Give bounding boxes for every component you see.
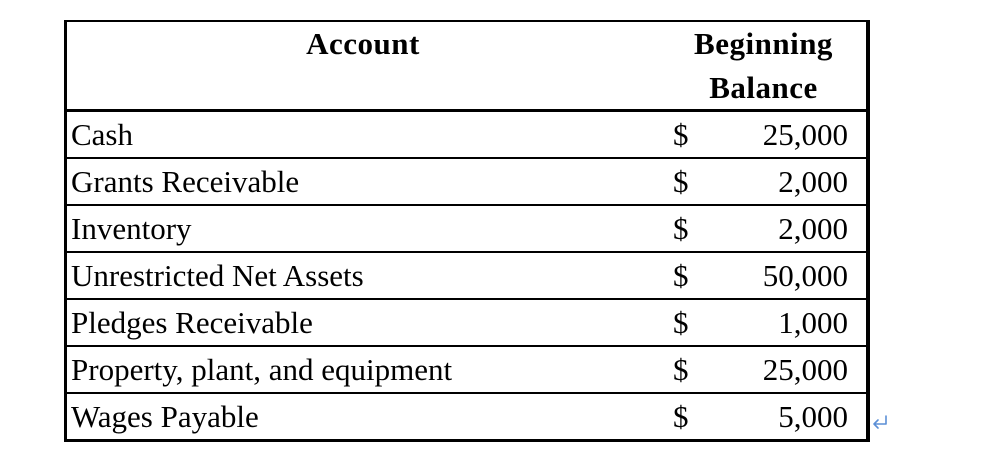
account-name: Inventory (71, 211, 192, 246)
currency-symbol: $ (673, 117, 689, 152)
balance-amount: 25,000 (762, 352, 848, 387)
balance-cell (661, 394, 869, 441)
account-name: Unrestricted Net Assets (71, 258, 364, 293)
currency-symbol: $ (673, 211, 689, 246)
currency-symbol: $ (673, 352, 689, 387)
balance-amount: 2,000 (778, 164, 848, 199)
balance-cell (661, 159, 869, 204)
balance-amount: 5,000 (778, 399, 848, 434)
paragraph-return-icon (870, 413, 890, 433)
table-row (67, 300, 868, 347)
table-header-row (67, 22, 868, 112)
header-balance-line1: Beginning (694, 26, 833, 61)
header-beginning-balance (661, 22, 869, 109)
table-row (67, 253, 868, 300)
balance-cell (661, 300, 869, 345)
currency-symbol: $ (673, 258, 689, 293)
balance-cell (661, 347, 869, 392)
balance-amount: 1,000 (778, 305, 848, 340)
table-row (67, 347, 868, 394)
balance-amount: 25,000 (762, 117, 848, 152)
currency-symbol: $ (673, 399, 689, 434)
account-table (64, 20, 870, 442)
table-row (67, 159, 868, 206)
balance-cell (661, 253, 869, 298)
header-balance-line2: Balance (709, 70, 818, 105)
account-name: Property, plant, and equipment (71, 352, 453, 387)
table-row (67, 394, 868, 441)
currency-symbol: $ (673, 164, 689, 199)
balance-cell (661, 112, 869, 157)
account-name: Grants Receivable (71, 164, 300, 199)
account-name: Cash (71, 117, 133, 152)
balance-amount: 2,000 (778, 211, 848, 246)
balance-amount: 50,000 (762, 258, 848, 293)
table-row (67, 112, 868, 159)
account-name: Wages Payable (71, 399, 259, 434)
header-account: Account (306, 26, 420, 61)
currency-symbol: $ (673, 305, 689, 340)
table-row (67, 206, 868, 253)
account-name: Pledges Receivable (71, 305, 313, 340)
balance-cell (661, 206, 869, 251)
